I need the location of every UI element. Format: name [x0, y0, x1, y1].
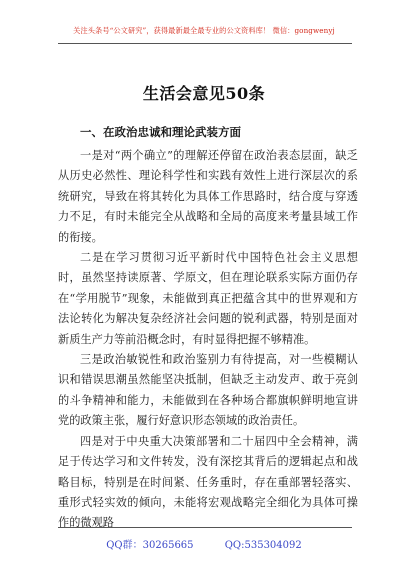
- footer-qq: QQ:535304092: [224, 540, 302, 551]
- document-body: [58, 146, 358, 534]
- paragraph-1: 一是对“两个确立”的理解还停留在政治表态层面，缺乏从历史必然性、理论科学性和实践有效性上进行深层次的系统研究，导致在将其转化为具体工作思路时，结合度与穿透力不足，有时未能完全从战略和全局的高度来考量县域工作的衔接。: [58, 149, 358, 244]
- paragraph-3: 三是政治敏锐性和政治鉴别力有待提高，对一些模糊认识和错误思潮虽然能坚决抵制，但缺乏主动发声、敢于亮剑的斗争精神和能力，未能做到在各种场合都旗帜鲜明地宣讲党的政策主张，履行好意识形态领域的政治责任。: [58, 353, 358, 428]
- footer-divider: [58, 527, 352, 528]
- paragraph-4: 四是对于中央重大决策部署和二十届四中全会精神，满足于传达学习和文件转发，没有深挖其背后的逻辑起点和战略目标，特别是在时间紧、任务重时，存在重部署轻落实、重形式轻实效的倾向，未能将宏观战略完全细化为具体可操作的微观路: [58, 434, 358, 530]
- header-banner: 关注头条号“公文研究”，获得最新最全最专业的公文资料库！ 微信：gongwenyj: [73, 26, 335, 35]
- paragraph-2: 二是在学习贯彻习近平新时代中国特色社会主义思想时，虽然坚持读原著、学原文，但在理论联系实际方面仍存在“学用脱节”现象，未能做到真正把蕴含其中的世界观和方法论转化为解决复杂经济社会问题的锐利武器，特别是面对新质生产力等前沿概念时，有时显得把握不够精准。: [58, 251, 358, 346]
- footer-qq-group: QQ群：30265665: [106, 540, 194, 551]
- section-heading: 一、在政治忠诚和理论武装方面: [80, 125, 241, 139]
- page-footer: [0, 536, 408, 551]
- document-title: 生活会意见50条: [142, 84, 266, 103]
- header-divider: [58, 43, 352, 44]
